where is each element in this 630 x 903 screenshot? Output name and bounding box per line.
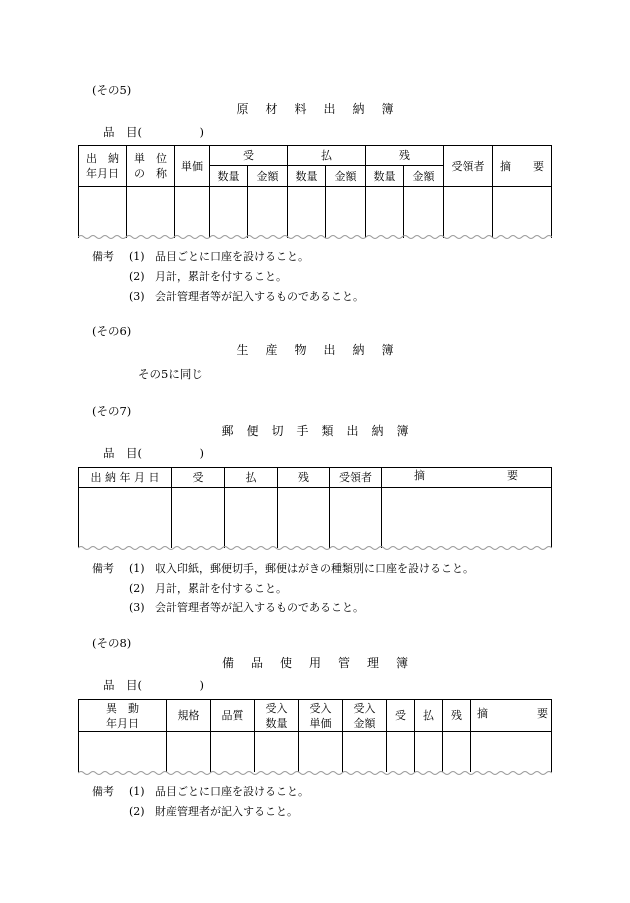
header-balance: 残 bbox=[443, 700, 471, 732]
section-label-6: (その6) bbox=[92, 324, 132, 338]
blank-cell bbox=[248, 187, 288, 238]
item-line-8: 品 目( ) bbox=[103, 678, 204, 692]
header-balance: 残 bbox=[278, 468, 330, 488]
header-qty: 数量 bbox=[366, 166, 404, 187]
section-label-7: (その7) bbox=[92, 404, 132, 418]
blank-cell bbox=[343, 732, 387, 772]
header-qty: 数量 bbox=[210, 166, 248, 187]
header-in-qty: 受入 数量 bbox=[255, 700, 299, 732]
header-amount: 金額 bbox=[404, 166, 444, 187]
note-item: (1) 品目ごとに口座を設けること。 bbox=[129, 785, 309, 798]
header-qty: 数量 bbox=[288, 166, 326, 187]
header-pay: 払 bbox=[415, 700, 443, 732]
ledger-table-8 bbox=[78, 699, 552, 772]
blank-cell bbox=[299, 732, 343, 772]
header-quality: 品質 bbox=[211, 700, 255, 732]
blank-cell bbox=[127, 187, 175, 238]
header-remarks: 摘 要 bbox=[493, 146, 552, 187]
blank-cell bbox=[210, 187, 248, 238]
note-item: (2) 財産管理者が記入すること。 bbox=[129, 805, 298, 818]
blank-cell bbox=[79, 488, 172, 548]
header-amount: 金額 bbox=[248, 166, 288, 187]
note-item: (3) 会計管理者等が記入するものであること。 bbox=[129, 290, 364, 303]
note-item: (1) 収入印紙，郵便切手，郵便はがきの種類別に口座を設けること。 bbox=[129, 562, 474, 575]
item-line-7: 品 目( ) bbox=[103, 446, 204, 460]
blank-cell bbox=[444, 187, 493, 238]
header-balance: 残 bbox=[366, 146, 444, 166]
blank-cell bbox=[415, 732, 443, 772]
section-label-8: (その8) bbox=[92, 636, 132, 650]
section-title-7: 郵便切手類出納簿 bbox=[221, 424, 422, 438]
blank-cell bbox=[326, 187, 366, 238]
item-line-5: 品 目( ) bbox=[103, 125, 204, 139]
blank-cell bbox=[387, 732, 415, 772]
header-unit: 単 位 の 称 bbox=[127, 146, 175, 187]
header-receive: 受 bbox=[210, 146, 288, 166]
blank-cell bbox=[79, 187, 127, 238]
blank-cell bbox=[79, 732, 167, 772]
notes-label: 備考 bbox=[92, 562, 114, 575]
header-spec: 規格 bbox=[167, 700, 211, 732]
header-in-amount: 受入 金額 bbox=[343, 700, 387, 732]
header-date: 出 納 年 月 日 bbox=[79, 468, 172, 488]
header-remarks: 摘 要 bbox=[471, 700, 552, 732]
ledger-table-7 bbox=[78, 467, 552, 548]
note-item: (1) 品目ごとに口座を設けること。 bbox=[129, 250, 309, 263]
blank-cell bbox=[366, 187, 404, 238]
header-move-date: 異 動 年月日 bbox=[79, 700, 167, 732]
header-recipient: 受領者 bbox=[444, 146, 493, 187]
same-as-note: その5に同じ bbox=[138, 367, 203, 381]
header-amount: 金額 bbox=[326, 166, 366, 187]
header-in-price: 受入 単価 bbox=[299, 700, 343, 732]
blank-cell bbox=[278, 488, 330, 548]
notes-label: 備考 bbox=[92, 785, 114, 798]
header-recipient: 受領者 bbox=[330, 468, 382, 488]
blank-cell bbox=[175, 187, 210, 238]
blank-cell bbox=[225, 488, 278, 548]
blank-cell bbox=[443, 732, 471, 772]
header-receive: 受 bbox=[172, 468, 225, 488]
torn-edge bbox=[78, 234, 552, 240]
note-item: (2) 月計，累計を付すること。 bbox=[129, 582, 287, 595]
section-title-8: 備品使用管理簿 bbox=[221, 656, 425, 670]
header-pay: 払 bbox=[288, 146, 366, 166]
torn-edge bbox=[78, 545, 552, 551]
blank-cell bbox=[288, 187, 326, 238]
blank-cell bbox=[255, 732, 299, 772]
blank-cell bbox=[382, 488, 552, 548]
notes-label: 備考 bbox=[92, 250, 114, 263]
blank-cell bbox=[471, 732, 552, 772]
note-item: (2) 月計，累計を付すること。 bbox=[129, 270, 287, 283]
note-item: (3) 会計管理者等が記入するものであること。 bbox=[129, 601, 364, 614]
blank-cell bbox=[167, 732, 211, 772]
header-date: 出 納 年月日 bbox=[79, 146, 127, 187]
blank-cell bbox=[404, 187, 444, 238]
section-label-5: (その5) bbox=[92, 83, 132, 97]
torn-edge bbox=[78, 770, 552, 776]
header-pay: 払 bbox=[225, 468, 278, 488]
header-receive: 受 bbox=[387, 700, 415, 732]
header-unit-price: 単価 bbox=[175, 146, 210, 187]
header-remarks: 摘 要 bbox=[382, 468, 552, 488]
blank-cell bbox=[330, 488, 382, 548]
blank-cell bbox=[211, 732, 255, 772]
ledger-table-5 bbox=[78, 145, 552, 238]
blank-cell bbox=[493, 187, 552, 238]
section-title-5: 原材料出納簿 bbox=[236, 102, 411, 116]
blank-cell bbox=[172, 488, 225, 548]
section-title-6: 生産物出納簿 bbox=[236, 343, 411, 357]
